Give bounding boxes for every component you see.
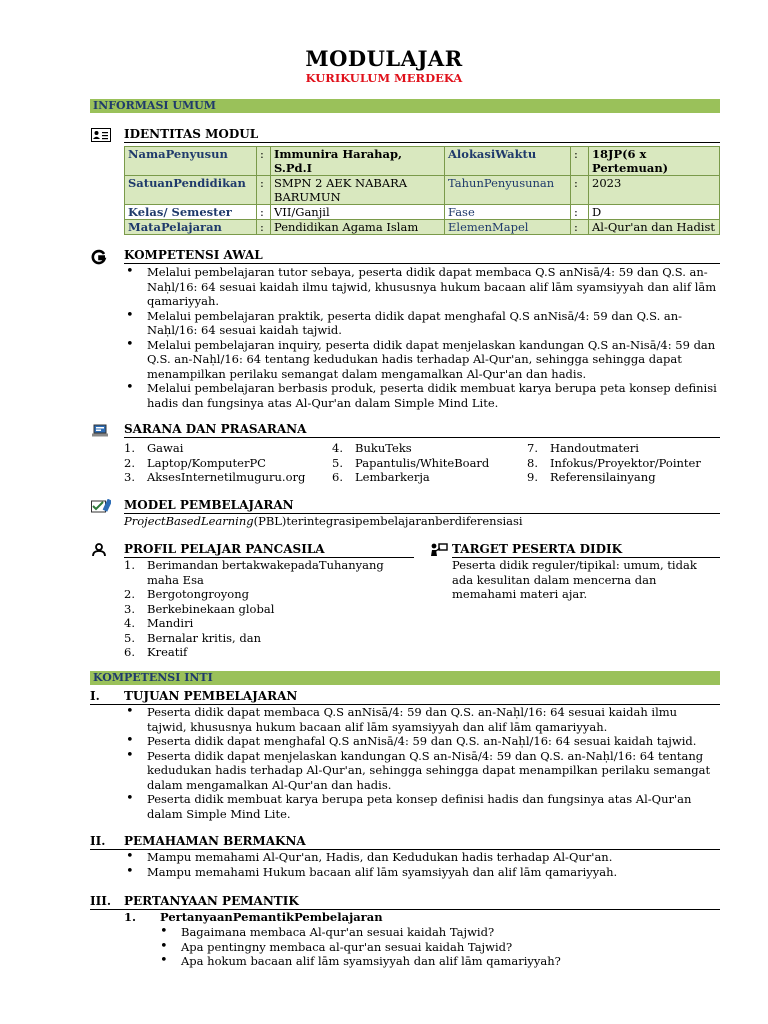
list-item: 6. Kreatif [124,645,188,659]
list-item: • Mampu memahami Hukum bacaan alif lām syamsiyyah dan alif lām qamariyyah. [124,865,720,880]
sarana-list-col2 [332,441,522,485]
label-alokasi-waktu: AlokasiWaktu [445,147,571,176]
value-tahun-penyusunan: 2023 [589,176,720,205]
list-item: 4. BukuTeks [332,441,412,455]
people-icon [91,543,111,559]
section-number: II. [90,834,106,848]
table-row [125,220,720,235]
pemahaman-list [124,850,720,879]
list-item: • Melalui pembelajaran tutor sebaya, peserta didik dapat membaca Q.S anNisā/4: 59 dan Q.S. an-Naḥl/16: 64 sesuai kaidah ilmu tajwid, khususnya hukum bacaan alif lām syamsiyyah dan alif lām qamariyyah. [124,265,720,309]
label-nama-penyusun: NamaPenyusun [125,147,257,176]
document-title: MODULAJAR [305,46,463,71]
heading-sarana-prasarana: SARANA DAN PRASARANA [124,422,720,438]
pertanyaan-list [158,925,718,969]
label-satuan-pendidikan: SatuanPendidikan [125,176,257,205]
colon: : [257,147,271,176]
heading-profil-pelajar: PROFIL PELAJAR PANCASILA [124,542,414,558]
section-number: III. [90,894,112,908]
teacher-icon [430,543,448,557]
list-item: 5. Bernalar kritis, dan [124,630,261,645]
list-item: 6. Lembarkerja [332,470,430,484]
tujuan-list [124,705,720,821]
list-item: 3. AksesInternetilmuguru.org [124,470,306,484]
document-subtitle: KURIKULUM MERDEKA [305,71,463,85]
target-text: Peserta didik reguler/tipikal: umum, tidak ada kesulitan dalam mencerna dan memahami materi ajar. [452,558,697,601]
list-item: 8. Infokus/Proyektor/Pointer [527,455,701,470]
colon: : [257,205,271,220]
list-item: • Bagaimana membaca Al-qur'an sesuai kaidah Tajwid? [158,925,718,940]
sarana-list-col3 [527,441,720,485]
heading-kompetensi-awal: KOMPETENSI AWAL [124,248,720,264]
value-nama-penyusun: Immunira Harahap, S.Pd.I [271,147,445,176]
colon: : [257,220,271,235]
value-mata-pelajaran: Pendidikan Agama Islam [271,220,445,235]
heading-model-pembelajaran: MODEL PEMBELAJARAN [124,498,720,514]
heading-pertanyaan-pemantik: PERTANYAAN PEMANTIK [90,894,720,910]
list-item: 1. Gawai [124,441,184,455]
identitas-table [124,146,720,235]
table-row [125,176,720,205]
label-elemen-mapel: ElemenMapel [445,220,571,235]
list-item: • Peserta didik dapat menghafal Q.S anNisā/4: 59 dan Q.S. an-Naḥl/16: 64 sesuai kaidah tajwid. [124,734,720,749]
model-text: ProjectBasedLearning(PBL)terintegrasipembelajaranberdiferensiasi [124,514,523,528]
heading-identitas-modul: IDENTITAS MODUL [124,127,720,143]
kompetensi-awal-list [124,265,720,410]
value-alokasi-waktu: 18JP(6 x Pertemuan) [589,147,720,176]
label-kelas-semester: Kelas/ Semester [125,205,257,220]
section-band-informasi-umum: INFORMASI UMUM [90,99,720,113]
sarana-list-col1 [124,441,324,485]
list-item: 5. Papantulis/WhiteBoard [332,455,490,470]
g-logo-icon [91,249,111,265]
subsection-heading: PertanyaanPemantikPembelajaran [160,910,383,924]
list-item: 2. Bergotongroyong [124,587,249,601]
colon: : [571,220,589,235]
list-item: 2. Laptop/KomputerPC [124,455,266,470]
value-elemen-mapel: Al-Qur'an dan Hadist [589,220,720,235]
heading-pemahaman-bermakna: PEMAHAMAN BERMAKNA [90,834,720,850]
list-item: 4. Mandiri [124,616,194,630]
section-number: I. [90,689,100,703]
label-mata-pelajaran: MataPelajaran [125,220,257,235]
subsection-number: 1. [124,910,137,924]
label-tahun-penyusunan: TahunPenyusunan [445,176,571,205]
list-item: 7. Handoutmateri [527,441,639,455]
list-item: 9. Referensilainyang [527,470,656,484]
table-row [125,147,720,176]
list-item: 3. Berkebinekaan global [124,601,275,616]
section-band-kompetensi-inti: KOMPETENSI INTI [90,671,720,685]
checklist-icon [91,499,111,515]
heading-target-peserta: TARGET PESERTA DIDIK [452,542,720,558]
colon: : [571,176,589,205]
label-fase: Fase [445,205,571,220]
list-item: • Melalui pembelajaran berbasis produk, peserta didik membuat karya berupa peta konsep definisi hadis dan fungsinya atas Al-Qur'an dalam Simple Mind Lite. [124,381,720,410]
laptop-icon [91,424,111,440]
list-item: • Peserta didik dapat membaca Q.S anNisā/4: 59 dan Q.S. an-Naḥl/16: 64 sesuai kaidah ilmu tajwid, khususnya hukum bacaan alif lām syamsiyyah dan alif lām qamariyyah. [124,705,720,734]
heading-tujuan-pembelajaran: TUJUAN PEMBELAJARAN [90,689,720,705]
value-satuan-pendidikan: SMPN 2 AEK NABARA BARUMUN [271,176,445,205]
profil-list [124,558,400,660]
list-item: • Apa hokum bacaan alif lām syamsiyyah dan alif lām qamariyyah? [158,954,718,969]
colon: : [571,205,589,220]
list-item: • Peserta didik dapat menjelaskan kandungan Q.S an-Nisā/4: 59 dan Q.S. an-Naḥl/16: 64 tentang kedudukan hadis terhadap Al-Qur'an, sehingga sehingga dapat menampilkan perilaku semangat dalam mengamalkan Al-Qur'an dan hadis. [124,749,720,793]
list-item: 1. Berimandan bertakwakepadaTuhanyang maha Esa [124,558,384,587]
list-item: • Melalui pembelajaran inquiry, peserta didik dapat menjelaskan kandungan Q.S an-Nisā/4: 59 dan Q.S. an-Naḥl/16: 64 tentang kedudukan hadis terhadap Al-Qur'an, sehingga sehingga dapat menampilkan perilaku semangat dalam mengamalkan Al-Qur'an dan hadis. [124,338,720,382]
list-item: • Apa pentingny membaca al-qur'an sesuai kaidah Tajwid? [158,940,718,955]
colon: : [257,176,271,205]
table-row [125,205,720,220]
list-item: • Mampu memahami Al-Qur'an, Hadis, dan Kedudukan hadis terhadap Al-Qur'an. [124,850,720,865]
id-card-icon [91,128,111,144]
colon: : [571,147,589,176]
value-kelas-semester: VII/Ganjil [271,205,445,220]
list-item: • Melalui pembelajaran praktik, peserta didik dapat menghafal Q.S anNisā/4: 59 dan Q.S. an-Naḥl/16: 64 sesuai kaidah tajwid. [124,309,720,338]
value-fase: D [589,205,720,220]
list-item: • Peserta didik membuat karya berupa peta konsep definisi hadis dan fungsinya atas Al-Qur'an dalam Simple Mind Lite. [124,792,720,821]
